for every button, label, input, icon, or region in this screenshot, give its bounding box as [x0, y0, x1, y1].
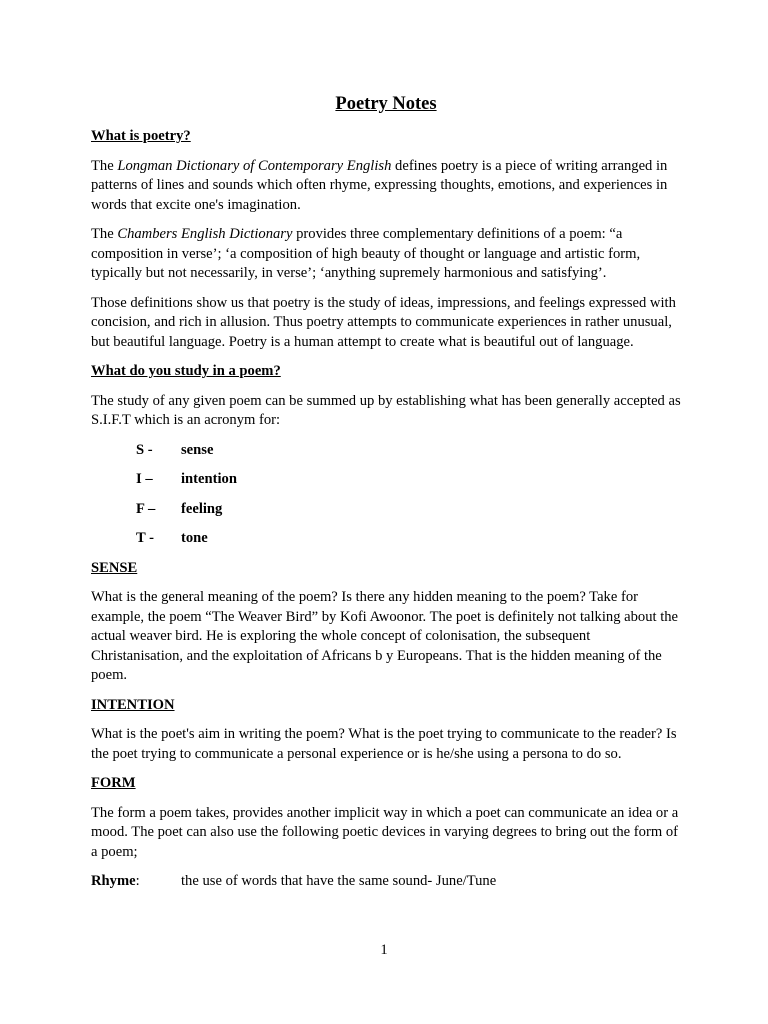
sift-item: [136, 470, 681, 490]
sift-letter: S -: [136, 441, 153, 458]
paragraph-intention: What is the poet's aim in writing the poem? What is the poet trying to communicate to the reader? Is the poet trying to communicate a personal experience or is he/she using a persona to do so.: [91, 726, 677, 762]
sift-item: [136, 529, 681, 549]
heading-what-do-you-study: What do you study in a poem?: [91, 363, 281, 379]
sift-list: [136, 441, 681, 549]
page-title: Poetry Notes: [335, 94, 437, 114]
heading-what-is-poetry: What is poetry?: [91, 128, 191, 144]
device-term-colon: :: [135, 873, 140, 889]
paragraph-chambers-definition: [91, 225, 681, 284]
document-page: [91, 92, 681, 892]
sift-word: intention: [181, 471, 237, 487]
paragraph-form: The form a poem takes, provides another implicit way in which a poet can communicate an idea or a mood. The poet can also use the following poetic devices in varying degrees to bring out the form of a poem;: [91, 804, 679, 860]
device-term-label: Rhyme: [91, 873, 136, 889]
device-term: [91, 872, 181, 892]
paragraph-sense: What is the general meaning of the poem? Is there any hidden meaning to the poem? Take for example, the poem “The Weaver Bird” by Kofi Awoonor. The poet is definitely not talking about the actual weaver bird. He is exploring the whole concept of colonisation, the subsequent Christanisation, and the exploitation of Africans b y Europeans. That is the hidden meaning of the poem.: [91, 589, 679, 683]
paragraph-text: The: [91, 157, 118, 174]
paragraph-text: provides three complementary definitions of a poem: “a composition in verse’; ‘a composition of high beauty of thought or language and artistic form, typically but not necessarily, in verse’; ‘anything supremely harmonious and satisfying’.: [91, 226, 641, 281]
paragraph-text: The: [91, 226, 118, 242]
page-number: 1: [380, 942, 388, 958]
sift-word: tone: [181, 530, 208, 546]
sift-letter: T -: [136, 530, 154, 546]
heading-sense: SENSE: [91, 559, 138, 576]
source-title: Longman Dictionary of Contemporary English: [117, 157, 392, 174]
sift-item: [136, 441, 681, 461]
device-definition: the use of words that have the same sound- June/Tune: [181, 873, 497, 889]
sift-word: feeling: [181, 500, 223, 517]
paragraph-text: defines poetry is a piece of writing arranged in patterns of lines and sounds which often rhyme, expressing thoughts, emotions, and experiences in words that excite one's imagination.: [91, 157, 668, 213]
paragraph-definitions-summary: Those definitions show us that poetry is the study of ideas, impressions, and feelings expressed with concision, and rich in allusion. Thus poetry attempts to communicate experiences in rather unusual, but beautiful language. Poetry is a human attempt to create what is beautiful out of language.: [91, 294, 676, 350]
sift-word: sense: [181, 441, 214, 458]
sift-letter: I –: [136, 471, 153, 487]
paragraph-sift-intro: The study of any given poem can be summed up by establishing what has been generally accepted as S.I.F.T which is an acronym for:: [91, 392, 681, 428]
heading-form: FORM: [91, 775, 136, 791]
poetic-device-rhyme: [91, 872, 681, 892]
source-title: Chambers English Dictionary: [117, 226, 293, 242]
sift-letter: F –: [136, 500, 156, 517]
heading-intention: INTENTION: [91, 696, 175, 713]
sift-item: [136, 500, 681, 520]
paragraph-longman-definition: [91, 157, 681, 216]
